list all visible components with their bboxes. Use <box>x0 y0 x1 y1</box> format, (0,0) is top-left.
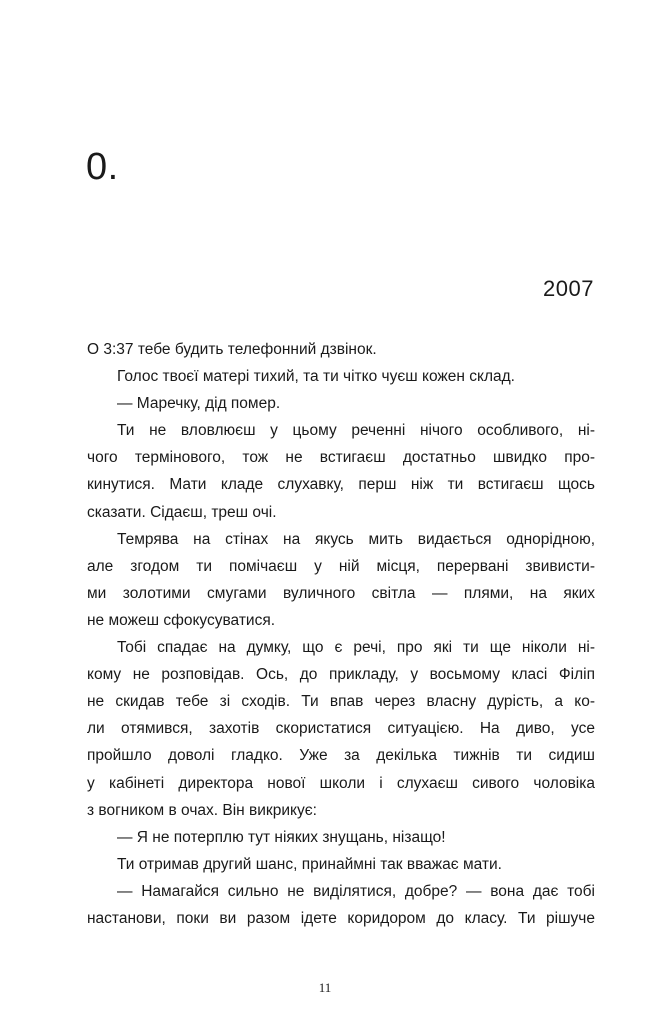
text-line: — Маречку, дід помер. <box>117 395 281 413</box>
text-line: настанови, поки ви разом ідете коридором до класу. Ти рішуче <box>87 909 595 927</box>
chapter-number: 0. <box>86 146 119 188</box>
text-line: з вогником в очах. Він викрикує: <box>87 801 317 819</box>
text-line: не можеш сфокусуватися. <box>87 611 276 629</box>
text-line: ми золотими смугами вуличного світла — плями, на яких <box>87 584 595 602</box>
text-line: О 3:37 тебе будить телефонний дзвінок. <box>87 341 377 358</box>
text-line: сказати. Сідаєш, треш очі. <box>87 503 277 521</box>
text-line: Тобі спадає на думку, що є речі, про які ти ще ніколи ні- <box>117 639 595 657</box>
text-line: не скидав тебе зі сходів. Ти впав через власну дурість, а ко- <box>87 693 595 711</box>
text-line: Темрява на стінах на якусь мить видається однорідною, <box>117 530 595 548</box>
text-line: кинутися. Мати кладе слухавку, перш ніж ти встигаєш щось <box>87 476 595 494</box>
text-line: чого термінового, тож не встигаєш достатньо швидко про- <box>87 449 595 467</box>
text-line: у кабінеті директора нової школи і слухаєш сивого чоловіка <box>87 774 595 792</box>
text-line: Ти не вловлюєш у цьому реченні нічого особливого, ні- <box>117 422 595 440</box>
text-line: — Намагайся сильно не виділятися, добре? — вона дає тобі <box>117 882 595 900</box>
page-number: 11 <box>318 980 332 995</box>
text-line: Голос твоєї матері тихий, та ти чітко чуєш кожен склад. <box>117 368 515 386</box>
text-line: Ти отримав другий шанс, принаймні так вважає мати. <box>117 855 502 873</box>
text-line: але згодом ти помічаєш у ній місця, перервані звивисти- <box>87 557 595 575</box>
chapter-year: 2007 <box>543 276 594 301</box>
body-text <box>87 336 595 932</box>
text-line: — Я не потерплю тут ніяких знущань, нізащо! <box>117 828 446 846</box>
text-line: пройшло доволі гладко. Уже за декілька тижнів ти сидиш <box>87 747 595 765</box>
text-line: кому не розповідав. Ось, до прикладу, у восьмому класі Філіп <box>87 666 595 684</box>
text-line: ли отямився, захотів скористатися ситуацією. На диво, усе <box>87 720 595 738</box>
